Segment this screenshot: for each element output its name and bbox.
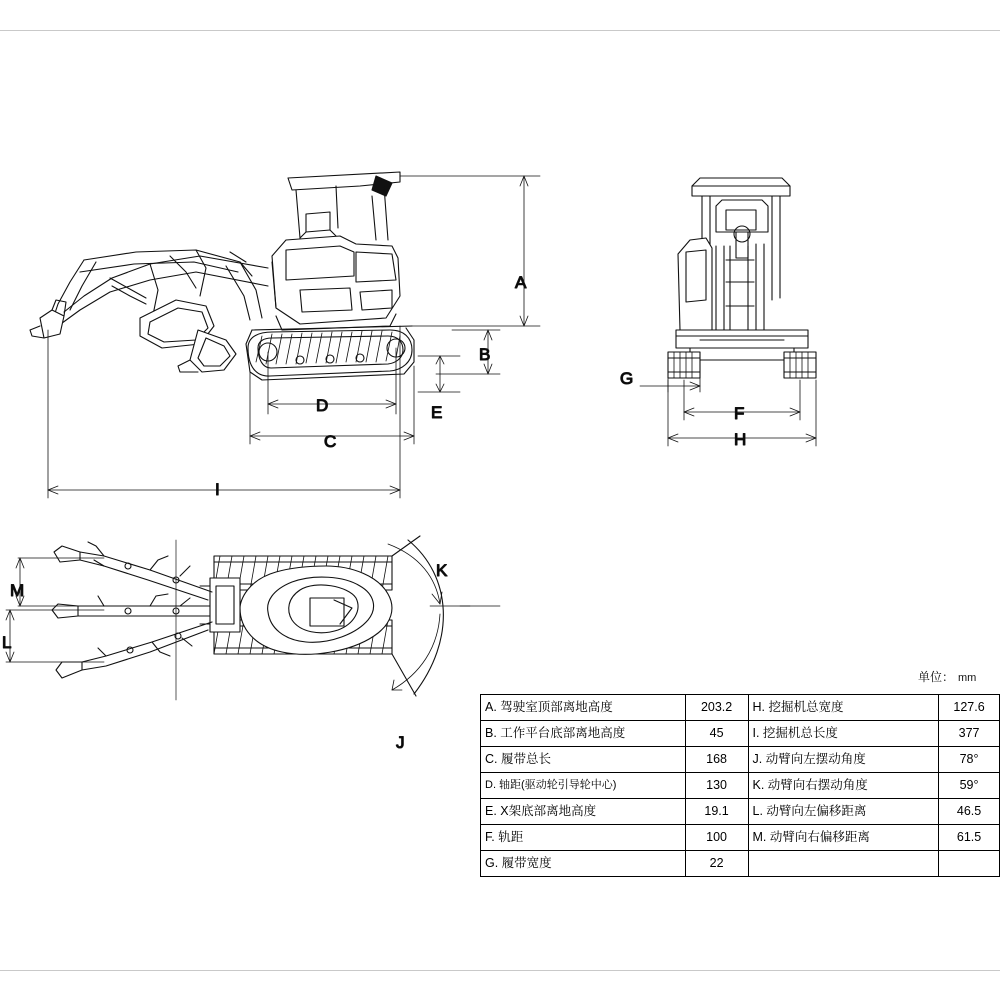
table-row bbox=[481, 825, 1000, 851]
unit-value: mm bbox=[958, 672, 977, 684]
spec-label-empty bbox=[748, 851, 939, 877]
spec-label-b: B. 工作平台底部离地高度 bbox=[481, 721, 686, 747]
table-row bbox=[481, 747, 1000, 773]
spec-value-e: 19.1 bbox=[685, 799, 748, 825]
table-row bbox=[481, 695, 1000, 721]
front-view-dimensions bbox=[640, 378, 816, 446]
spec-value-k: 59° bbox=[939, 773, 1000, 799]
table-row bbox=[481, 773, 1000, 799]
spec-value-c: 168 bbox=[685, 747, 748, 773]
dim-label-A: A bbox=[515, 273, 527, 292]
spec-label-d: D. 轴距(驱动轮引导轮中心) bbox=[481, 773, 686, 799]
top-view-machine bbox=[52, 536, 500, 700]
spec-value-j: 78° bbox=[939, 747, 1000, 773]
table-row bbox=[481, 799, 1000, 825]
spec-value-m: 61.5 bbox=[939, 825, 1000, 851]
dim-label-I: I bbox=[215, 480, 220, 499]
spec-label-i: I. 挖掘机总长度 bbox=[748, 721, 939, 747]
dim-label-E: E bbox=[431, 403, 443, 422]
front-view-machine bbox=[668, 178, 816, 378]
dim-label-L: L bbox=[2, 633, 12, 652]
spec-label-j: J. 动臂向左摆动角度 bbox=[748, 747, 939, 773]
spec-value-g: 22 bbox=[685, 851, 748, 877]
dim-label-B: B bbox=[479, 345, 491, 364]
dim-label-K: K bbox=[436, 561, 448, 580]
dim-label-H: H bbox=[734, 430, 747, 449]
spec-label-h: H. 挖掘机总宽度 bbox=[748, 695, 939, 721]
dim-label-C: C bbox=[324, 432, 337, 451]
dim-label-D: D bbox=[316, 396, 329, 415]
spec-label-e: E. X架底部离地高度 bbox=[481, 799, 686, 825]
unit-note bbox=[918, 668, 976, 685]
spec-label-l: L. 动臂向左偏移距离 bbox=[748, 799, 939, 825]
spec-label-m: M. 动臂向右偏移距离 bbox=[748, 825, 939, 851]
spec-value-empty bbox=[939, 851, 1000, 877]
spec-label-f: F. 轨距 bbox=[481, 825, 686, 851]
dim-label-J: J bbox=[396, 733, 405, 752]
table-row bbox=[481, 721, 1000, 747]
spec-label-g: G. 履带宽度 bbox=[481, 851, 686, 877]
dim-label-M: M bbox=[10, 581, 25, 600]
dim-label-F: F bbox=[734, 404, 745, 423]
specification-table bbox=[480, 694, 1000, 877]
spec-value-d: 130 bbox=[685, 773, 748, 799]
unit-label: 单位： bbox=[918, 670, 955, 684]
spec-value-h: 127.6 bbox=[939, 695, 1000, 721]
spec-value-a: 203.2 bbox=[685, 695, 748, 721]
spec-label-k: K. 动臂向右摆动角度 bbox=[748, 773, 939, 799]
side-view-machine bbox=[30, 172, 414, 380]
dim-label-G: G bbox=[620, 369, 634, 388]
spec-value-l: 46.5 bbox=[939, 799, 1000, 825]
spec-value-f: 100 bbox=[685, 825, 748, 851]
spec-value-b: 45 bbox=[685, 721, 748, 747]
spec-label-a: A. 驾驶室顶部离地高度 bbox=[481, 695, 686, 721]
spec-value-i: 377 bbox=[939, 721, 1000, 747]
table-row bbox=[481, 851, 1000, 877]
spec-label-c: C. 履带总长 bbox=[481, 747, 686, 773]
